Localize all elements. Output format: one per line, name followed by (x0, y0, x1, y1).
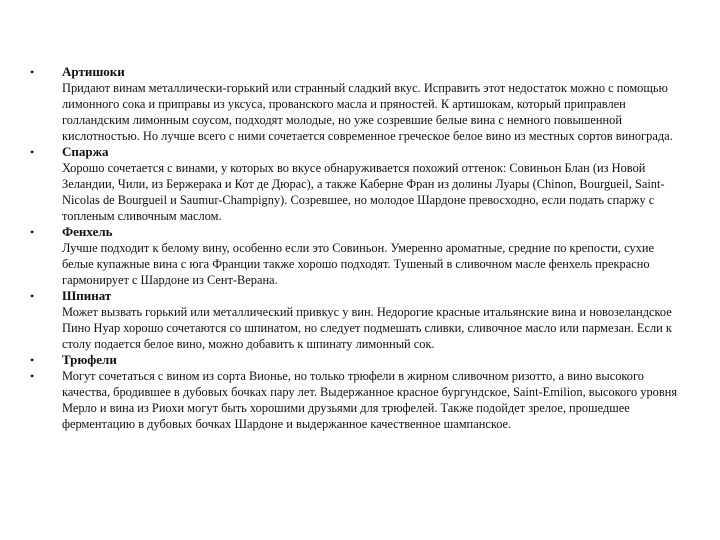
bullet-icon: • (30, 369, 35, 383)
bullet-icon: • (30, 145, 35, 159)
list-item (0, 224, 720, 288)
list-item (0, 352, 720, 368)
list-item (0, 144, 720, 224)
list-item (0, 288, 720, 352)
item-title: Фенхель (62, 224, 113, 239)
list-item (0, 368, 720, 432)
bullet-icon: • (30, 289, 35, 303)
bullet-list (0, 64, 720, 432)
bullet-icon: • (30, 353, 35, 367)
item-title: Трюфели (62, 352, 117, 367)
item-body: Лучше подходит к белому вину, особенно если это Совиньон. Умеренно ароматные, средние по крепости, сухие белые купажные вина с юга Франции также хорошо подходят. Тушеный в сливочном масле фенхель прекрасно гармонирует с Шардоне из Сент-Верана. (62, 241, 654, 287)
item-title: Артишоки (62, 64, 125, 79)
item-body: Хорошо сочетается с винами, у которых во вкусе обнаруживается похожий оттенок: Совиньон Блан (из Новой Зеландии, Чили, из Бержерака и Кот де Дюрас), а также Каберне Фран из долины Луары (Chinon, Bourgueil, Saint-Nicolas de Bourgueil и Saumur-Champigny). Созревшее, но молодое Шардоне превосходно, если подать спаржу с топленым сливочным маслом. (62, 161, 665, 223)
item-body: Могут сочетаться с вином из сорта Вионье, но только трюфели в жирном сливочном ризотто, а вино высокого качества, бродившее в дубовых бочках пару лет. Выдержанное красное бургундское, Saint-Emilion, высокого уровня Мерло и вина из Риохи могут быть хорошими друзьями для трюфелей. Также подойдет зрелое, прошедшее ферментацию в дубовых бочках Шардоне и выдержанное качественное шампанское. (62, 369, 678, 431)
bullet-icon: • (30, 225, 35, 239)
item-title: Шпинат (62, 288, 112, 303)
list-item (0, 64, 720, 144)
item-body: Может вызвать горький или металлический привкус у вин. Недорогие красные итальянские вина и новозеландское Пино Нуар хорошо сочетаются со шпинатом, но следует подмешать сливки, сливочное масло или пармезан. Если к столу подается белое вино, можно добавить к шпинату лимонный сок. (62, 305, 672, 351)
item-body: Придают винам металлически-горький или странный сладкий вкус. Исправить этот недостаток можно с помощью лимонного сока и приправы из уксуса, прованского масла и пряностей. К артишокам, который приправлен голландским лимонным соусом, подходят молодые, но уже созревшие белые вина с немного повышенной кислотностью. Но лучше всего с ними сочетается современное греческое белое вино из местных сортов винограда. (62, 81, 673, 143)
bullet-icon: • (30, 65, 35, 79)
item-title: Спаржа (62, 144, 109, 159)
